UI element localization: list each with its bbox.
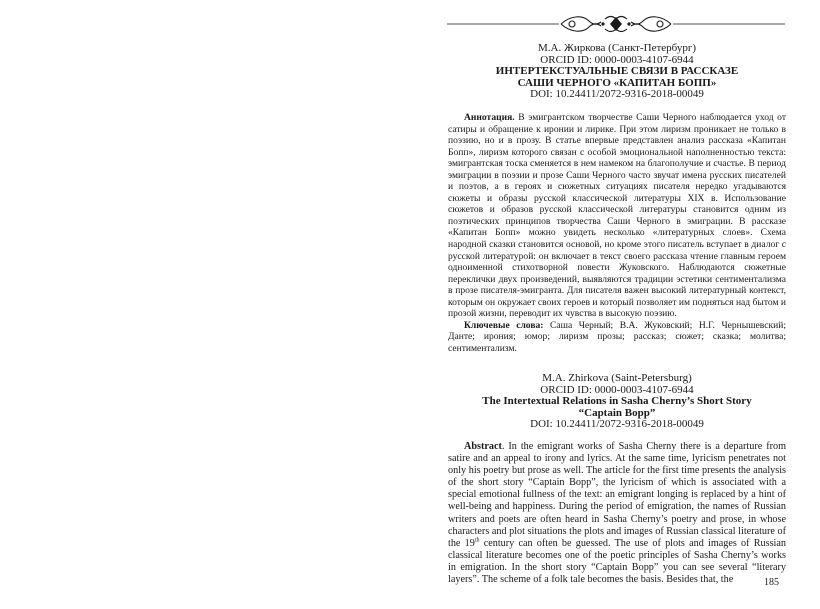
abstract-text-en-part1: . In the emigrant works of Sasha Cherny there is a departure from satire and an appeal to irony and lyrics. At the same time, lyricism penetrates not only his poetry but prose as well. The article for the first time presents the analysis of the short story “Captain Bopp”, the lyricism of which is associated with a special emotional fullness of the text: an emigrant longing is replaced by a hint of well-being and happiness. During the period of emigration, the names of Russian writers and poets are often heard in Sasha Cherny’s poetry and prose, in whose characters and plot situations the plots and images of Russian classical literature of the 19 [448, 441, 786, 549]
orcid-ru: ORCID ID: 0000-0003-4107-6944 [540, 53, 694, 66]
doi-ru: DOI: 10.24411/2072-9316-2018-00049 [530, 88, 704, 101]
page-number: 185 [764, 577, 779, 588]
russian-article-header [448, 43, 786, 101]
annotation-label-ru: Аннотация. [464, 112, 515, 123]
keywords-paragraph-ru [448, 320, 786, 355]
article-title-ru-line2: САШИ ЧЕРНОГО «КАПИТАН БОПП» [517, 76, 717, 89]
decorative-header-ornament [447, 13, 785, 35]
superscript-th: th [474, 537, 480, 544]
keywords-text-ru: Саша Черный; В.А. Жуковский; Н.Г. Чернышевский; Данте; ирония; юмор; лиризм прозы; рассказ; сюжет; сказка; молитва; сентиментализм. [448, 319, 786, 354]
english-abstract [448, 441, 786, 586]
abstract-label-en: Abstract [464, 441, 502, 452]
doi-en: DOI: 10.24411/2072-9316-2018-00049 [530, 418, 704, 431]
english-article-header [448, 373, 786, 431]
author-ru: М.А. Жиркова (Санкт-Петербург) [538, 42, 696, 54]
orcid-en: ORCID ID: 0000-0003-4107-6944 [540, 383, 694, 396]
russian-annotation [448, 112, 786, 354]
annotation-paragraph-ru [448, 112, 786, 320]
article-title-ru-line1: ИНТЕРТЕКСТУАЛЬНЫЕ СВЯЗИ В РАССКАЗЕ [495, 65, 739, 78]
author-en: M.A. Zhirkova (Saint-Petersburg) [542, 372, 692, 384]
abstract-text-en-part2: century can often be guessed. The use of plots and images of Russian classical literature becomes one of the poetic principles of Sasha Cherny’s works in emigration. In the short story “Captain Bopp” you can see several “literary layers”. The scheme of a folk tale becomes the basis. Besides that, the [448, 537, 786, 586]
article-title-en-line2: “Captain Bopp” [578, 406, 656, 419]
annotation-text-ru: В эмигрантском творчестве Саши Черного наблюдается уход от сатиры и обращение к иронии и лирике. При этом лиризм проникает не только в поэзию, но и в прозу. В статье впервые представлен анализ рассказа «Капитан Бопп», лиризм которого связан с особой эмоциональной наполненностью текста: эмигрантская тоска сменяется в нем намеком на благополучие и счастье. В период эмиграции в поэзии и прозе Саши Черного часто звучат имена русских писателей и поэтов, а в героях и сюжетных ситуациях писателя нередко угадываются сюжеты и образы русской классической литературы XIX в. Использование сюжетов и образов русской классической литературы становится одним из поэтических принципов творчества Саши Черного в эмиграции. В рассказе «Капитан Бопп» можно увидеть несколько «литературных слоев». Схема народной сказки становится основой, но кроме этого писатель вступает в диалог с русской литературой: он включает в текст своего рассказа чтение главным героем одноименной стихотворной повести Жуковского. Наблюдаются сюжетные переклички двух произведений, выявляются традиции эстетики сентиментализма в прозе писателя-эмигранта. Для писателя важен высокий литературный контекст, которым он окружает своих героев и который позволяет им подняться над бытом и прозой жизни, переводит их чувства в высокую поэзию. [448, 112, 786, 320]
article-title-en-line1: The Intertextual Relations in Sasha Cherny’s Short Story [482, 395, 752, 408]
abstract-paragraph-en [448, 441, 786, 586]
keywords-label-ru: Ключевые слова: [464, 319, 544, 331]
